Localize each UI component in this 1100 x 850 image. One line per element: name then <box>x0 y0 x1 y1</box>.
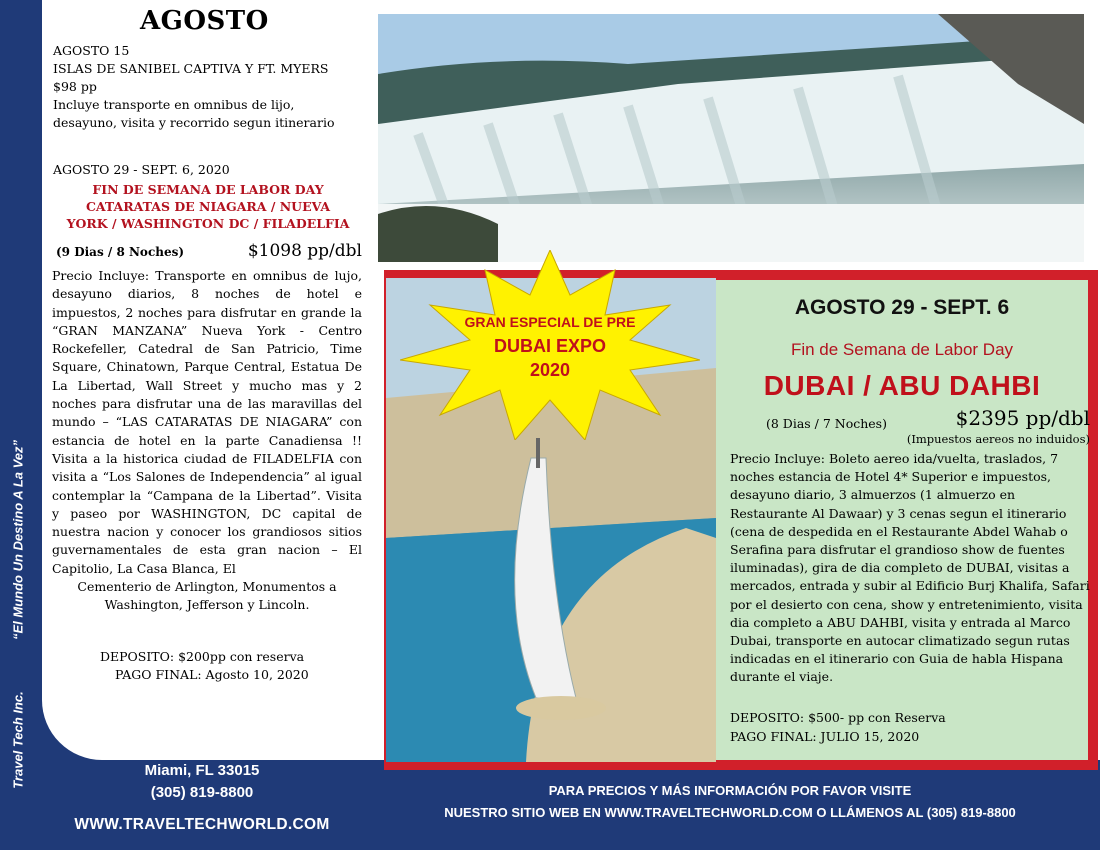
star-line-2: DUBAI EXPO <box>493 336 607 356</box>
description-text-end: Washington, Jefferson y Lincoln. <box>104 597 310 613</box>
trip-includes-cont: desayuno, visita y recorrido segun itinerario <box>53 115 335 130</box>
trip-date: AGOSTO 15 <box>53 43 130 58</box>
trip-niagara-date: AGOSTO 29 - SEPT. 6, 2020 <box>53 162 230 177</box>
dubai-subtitle: Fin de Semana de Labor Day <box>790 340 1014 359</box>
trip-price: $98 pp <box>53 79 97 94</box>
dubai-price: $2395 pp/dbl <box>955 406 1090 430</box>
trip-niagara-price: $1098 pp/dbl <box>247 241 362 261</box>
trip-destination: ISLAS DE SANIBEL CAPTIVA Y FT. MYERS <box>53 61 329 76</box>
page-title: AGOSTO <box>140 6 269 36</box>
phone-number[interactable]: (305) 819-8800 <box>150 784 254 801</box>
description-text-end: Cementerio de Arlington, Monumentos a <box>77 579 337 595</box>
trip-includes: Incluye transporte en omnibus de lijo, <box>53 97 295 112</box>
footer <box>360 780 1100 824</box>
title-line: FIN DE SEMANA DE LABOR DAY <box>92 182 324 197</box>
star-line-1: GRAN ESPECIAL DE PRE <box>464 314 636 330</box>
trip-niagara-deposit: DEPOSITO: $200pp con reserva <box>100 649 305 664</box>
website-link[interactable]: WWW.TRAVELTECHWORLD.COM <box>74 816 330 833</box>
footer-line-2[interactable]: NUESTRO SITIO WEB EN WWW.TRAVELTECHWORLD.COM O LLÁMENOS AL (305) 819-8800 <box>444 805 1016 820</box>
dubai-date: AGOSTO 29 - SEPT. 6 <box>794 296 1010 319</box>
dubai-final-payment: PAGO FINAL: JULIO 15, 2020 <box>730 729 920 744</box>
trip-niagara-final-payment: PAGO FINAL: Agosto 10, 2020 <box>115 667 309 682</box>
niagara-falls-photo <box>378 14 1084 262</box>
description-text: Precio Incluye: Transporte en omnibus de lujo, desayuno diarios, 8 noches de hotel e impuestos, 2 noches para disfrutar en grande la “GRAN MANZANA” Nueva York - Centro Rockefeller, Catedral de San Patricio, Time Square, Chinatown, Parque Central, Estatua De La Libertad, Wall Street y mucho mas y 2 noches para disfrutar una de las maravillas del mundo – “LAS CATARATAS DE NIAGARA” con estancia de hotel en la parte Canadiensa !! Visita a la historica ciudad de FILADELFIA con visita a “Los Salones de Independencia” al igual contemplar la “Campana de la Libertad”. Visita y paseo por WASHINGTON, DC capital de nuestra nacion y conocer los grandiosos sitios guvernamentales de esta gran nacion – El Capitolio, La Casa Blanca, El <box>52 268 362 576</box>
side-brand: Travel Tech Inc. <box>10 691 26 789</box>
dubai-duration: (8 Dias / 7 Noches) <box>766 416 887 431</box>
title-line: CATARATAS DE NIAGARA / NUEVA <box>85 199 331 214</box>
street-address: 17115 NW 87 Ave. <box>139 740 265 757</box>
dubai-destination: DUBAI / ABU DAHBI <box>763 370 1041 401</box>
dubai-deposit: DEPOSITO: $500- pp con Reserva <box>730 710 946 725</box>
dubai-info-panel <box>716 280 1088 760</box>
starburst-text <box>400 310 700 382</box>
trip-niagara-duration: (9 Dias / 8 Noches) <box>56 245 185 259</box>
dubai-tax-note: (Impuestos aereos no induidos) <box>906 432 1090 446</box>
contact-block <box>52 738 352 836</box>
city-address: Miami, FL 33015 <box>144 762 260 779</box>
dubai-description: Precio Incluye: Boleto aereo ida/vuelta, traslados, 7 noches estancia de Hotel 4* Superior e impuestos, desayuno diario, 3 almuerzos (1 almuerzo en Restaurante Al Dawaar) y 3 cenas segun el itinerario (cena de despedida en el Restaurante Abdel Wahab o Serafina para disfrutar el grandioso show de fuentes iluminadas), gira de dia completo de DUBAI, visitas a mercados, entrada y subir al Edificio Burj Khalifa, Safari por el desierto con cena, show y entretenimiento, visita dia completo a ABU DAHBI, visita y entrada al Marco Dubai, transporte en autocar climatizado segun rutas indicadas en el itinerario con Guia de habla Hispana durante el viaje. <box>730 451 1090 685</box>
trip-niagara-title <box>58 181 358 232</box>
waterfall-illustration <box>378 14 1084 262</box>
trip-niagara-description <box>52 267 362 615</box>
star-line-3: 2020 <box>529 360 571 380</box>
title-line: YORK / WASHINGTON DC / FILADELFIA <box>66 216 350 231</box>
trip-sanibel <box>53 42 358 132</box>
side-slogan: “El Mundo Un Destino A La Vez” <box>10 439 26 641</box>
footer-line-1: PARA PRECIOS Y MÁS INFORMACIÓN POR FAVOR VISITE <box>548 783 912 798</box>
